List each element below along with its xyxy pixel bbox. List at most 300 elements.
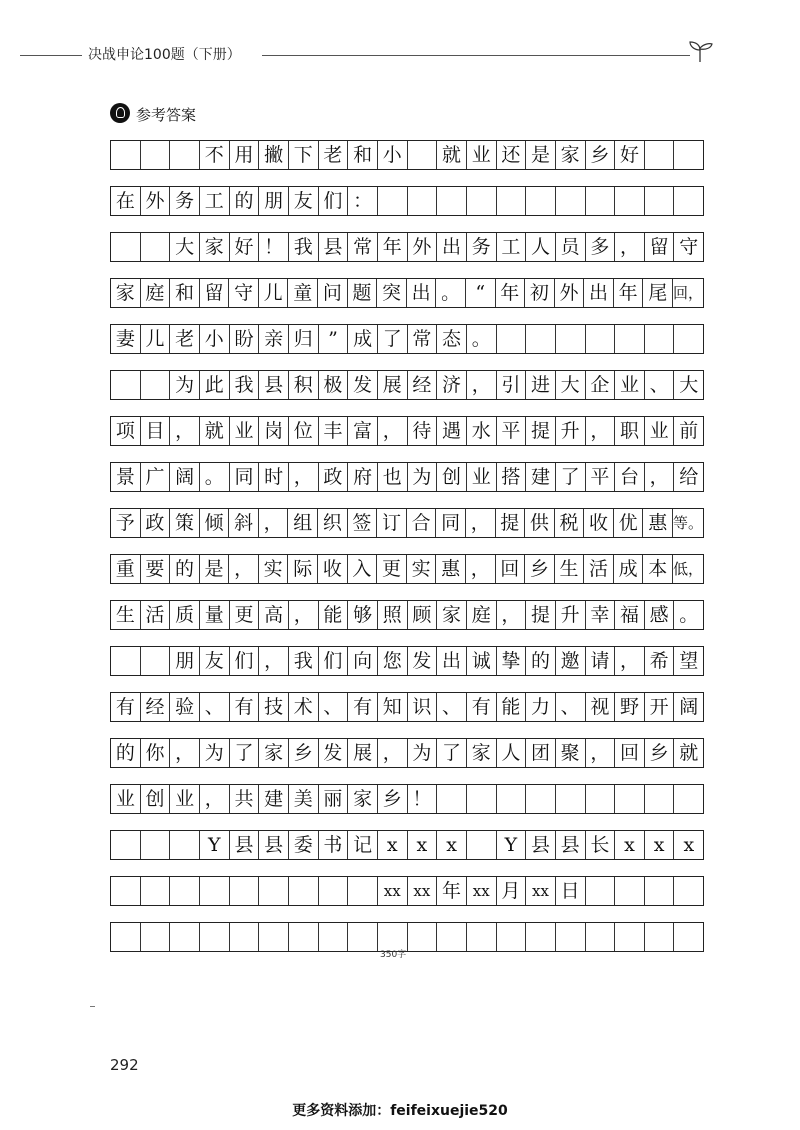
grid-row [110,232,704,262]
grid-cell: 本 [643,555,673,583]
grid-cell: 工 [497,233,527,261]
grid-cell [615,923,645,951]
grid-cell [615,877,645,905]
grid-cell [348,877,378,905]
grid-cell: 策 [170,509,200,537]
grid-cell: 希 [645,647,675,675]
grid-cell: 广 [141,463,171,491]
grid-cell: ” [319,325,349,353]
grid-cell: xx [408,877,438,905]
grid-cell: 为 [408,739,438,767]
grid-cell: 业 [230,417,260,445]
grid-cell: x [378,831,408,859]
grid-cell: x [683,833,695,856]
grid-cell: 发 [319,739,349,767]
grid-cell: ， [229,555,259,583]
grid-cell [467,187,497,215]
grid-cell [141,233,171,261]
word-count: 350字 [380,950,407,960]
grid-cell: 工 [200,187,230,215]
grid-cell: 术 [289,693,319,721]
grid-cell: 阔 [679,695,699,718]
grid-cell: 展 [348,739,378,767]
grid-cell: 家 [467,739,497,767]
grid-cell: 照 [378,601,408,629]
grid-row [110,600,704,630]
grid-cell: “ [466,279,496,307]
grid-cell: 家 [348,785,378,813]
grid-cell: 前 [679,419,699,442]
grid-cell: 庭 [467,601,497,629]
grid-cell: 常 [348,233,378,261]
grid-cell [141,923,171,951]
grid-cell [437,923,467,951]
grid-cell [141,877,171,905]
grid-cell: 生 [111,601,141,629]
grid-cell [586,325,616,353]
grid-cell: 了 [230,739,260,767]
grid-cell: 订 [377,509,407,537]
grid-cell [111,923,141,951]
grid-cell: 年 [496,279,526,307]
grid-cell: 挚 [497,647,527,675]
grid-cell [111,831,141,859]
grid-cell: 邀 [556,647,586,675]
grid-cell: 年 [378,233,408,261]
grid-cell: 望 [679,649,699,672]
grid-cell [141,371,171,399]
grid-cell [200,923,230,951]
grid-cell: 人 [526,233,556,261]
grid-cell: 好 [230,233,260,261]
grid-cell: 的 [170,555,200,583]
grid-cell: 景 [111,463,141,491]
grid-cell [674,923,703,951]
grid-cell: 书 [319,831,349,859]
grid-cell: 小 [200,325,230,353]
grid-cell: 水 [467,417,497,445]
grid-cell: 回 [615,739,645,767]
grid-cell: 丰 [319,417,349,445]
grid-cell: 用 [230,141,260,169]
grid-cell [348,923,378,951]
grid-cell: 亲 [259,325,289,353]
grid-cell [111,233,141,261]
grid-cell: 县 [319,233,349,261]
grid-cell: 业 [615,371,645,399]
grid-cell: 还 [497,141,527,169]
grid-cell: 政 [141,509,171,537]
grid-cell [467,923,497,951]
grid-cell [111,141,141,169]
grid-cell: 了 [378,325,408,353]
grid-cell: 团 [526,739,556,767]
grid-cell: 组 [288,509,318,537]
grid-row [110,830,704,860]
grid-cell: 为 [408,463,438,491]
grid-cell: 予 [111,509,141,537]
grid-cell: 极 [319,371,349,399]
grid-cell: 年 [437,877,467,905]
grid-row [110,370,704,400]
grid-cell: 同 [436,509,466,537]
grid-cell: 遇 [437,417,467,445]
grid-cell: 等。 [672,513,703,532]
grid-cell: 出 [584,279,614,307]
grid-cell: 顾 [408,601,438,629]
grid-cell: ， [289,463,319,491]
grid-cell: ， [466,509,496,537]
grid-cell [556,785,586,813]
grid-cell [586,923,616,951]
grid-cell: 有 [348,693,378,721]
grid-cell: 们 [319,647,349,675]
grid-cell: 建 [259,785,289,813]
grid-cell: 大 [170,233,200,261]
grid-cell: 小 [378,141,408,169]
grid-cell: ， [259,509,289,537]
grid-cell [170,923,200,951]
grid-cell: 不 [200,141,230,169]
grid-cell [674,325,703,353]
grid-cell: 美 [289,785,319,813]
grid-cell: 家 [111,279,141,307]
book-title: 决战申论100题（下册） [88,47,241,63]
grid-row [110,646,704,676]
grid-cell: 朋 [259,187,289,215]
margin-mark [90,1006,95,1007]
grid-row [110,554,704,584]
grid-cell [408,141,438,169]
grid-cell: 业 [645,417,675,445]
grid-cell: Y [200,831,230,859]
grid-cell: ， [615,233,645,261]
grid-cell: 目 [141,417,171,445]
grid-cell: 初 [525,279,555,307]
grid-cell: 年 [614,279,644,307]
grid-cell: ！ [259,233,289,261]
grid-cell: ： [348,187,378,215]
grid-cell: 知 [378,693,408,721]
grid-cell: 留 [200,279,230,307]
grid-cell: 待 [408,417,438,445]
grid-cell: 留 [645,233,675,261]
grid-cell: 质 [170,601,200,629]
grid-cell [645,187,675,215]
grid-cell: 委 [289,831,319,859]
grid-cell [645,785,675,813]
grid-cell: 回， [672,283,703,302]
grid-cell: 、 [556,693,586,721]
grid-cell: 老 [170,325,200,353]
header-rule-right [262,55,690,56]
grid-cell: 员 [556,233,586,261]
grid-cell: 感 [645,601,675,629]
grid-cell: Y [497,831,527,859]
grid-cell: 。 [200,463,230,491]
grid-cell [141,647,171,675]
grid-cell: 归 [289,325,319,353]
grid-row [110,462,704,492]
grid-cell: 收 [584,509,614,537]
grid-cell: 人 [497,739,527,767]
grid-cell: 为 [170,371,200,399]
grid-cell: 们 [230,647,260,675]
grid-cell: 请 [586,647,616,675]
grid-cell: 位 [289,417,319,445]
grid-cell: 长 [586,831,616,859]
grid-cell: 够 [348,601,378,629]
grid-cell: xx [378,877,408,905]
grid-cell: 妻 [111,325,141,353]
grid-cell: 常 [408,325,438,353]
grid-cell: 量 [200,601,230,629]
grid-cell: ， [467,371,497,399]
grid-cell [556,325,586,353]
grid-cell: ， [586,739,616,767]
grid-cell: 进 [526,371,556,399]
grid-cell [497,785,527,813]
grid-cell: 丽 [319,785,349,813]
grid-cell [615,187,645,215]
grid-cell [200,877,230,905]
grid-cell: 提 [496,509,526,537]
grid-cell: 有 [111,693,141,721]
grid-cell: 生 [555,555,585,583]
grid-cell: 业 [170,785,200,813]
grid-cell: 搭 [497,463,527,491]
grid-cell: 惠 [436,555,466,583]
grid-cell: x [408,831,438,859]
grid-cell: x [437,831,467,859]
grid-cell: 能 [319,601,349,629]
grid-cell: 态 [437,325,467,353]
grid-cell: 和 [348,141,378,169]
grid-cell: 富 [348,417,378,445]
grid-cell: 。 [467,325,497,353]
grid-cell: 出 [437,233,467,261]
grid-cell: 们 [319,187,349,215]
grid-cell: 优 [614,509,644,537]
grid-cell: 家 [556,141,586,169]
grid-cell: 友 [200,647,230,675]
grid-cell: 大 [679,373,699,396]
grid-cell [586,877,616,905]
grid-cell: 共 [230,785,260,813]
grid-cell [497,325,527,353]
grid-cell: 、 [645,371,675,399]
grid-cell [526,187,556,215]
grid-cell: 更 [230,601,260,629]
grid-cell: 朋 [170,647,200,675]
grid-cell: 展 [378,371,408,399]
grid-cell: 了 [437,739,467,767]
grid-row [110,508,704,538]
grid-cell: 平 [497,417,527,445]
grid-cell: 庭 [141,279,171,307]
grid-cell: 倾 [200,509,230,537]
grid-cell: 县 [556,831,586,859]
grid-cell: 更 [377,555,407,583]
grid-cell [437,785,467,813]
grid-cell: 重 [111,555,141,583]
grid-cell [319,923,349,951]
grid-cell: 经 [141,693,171,721]
grid-cell: 、 [437,693,467,721]
grid-cell [645,141,675,169]
grid-cell: 大 [556,371,586,399]
grid-cell [141,831,171,859]
grid-cell: 能 [497,693,527,721]
grid-cell: 业 [111,785,141,813]
grid-cell: 就 [679,741,699,764]
grid-cell [378,187,408,215]
grid-cell: 外 [555,279,585,307]
grid-cell [259,877,289,905]
grid-cell: 家 [437,601,467,629]
grid-cell [408,923,438,951]
grid-cell: 政 [319,463,349,491]
grid-cell: 下 [289,141,319,169]
grid-cell: 经 [408,371,438,399]
grid-cell: 税 [555,509,585,537]
grid-cell: 的 [111,739,141,767]
grid-cell: ， [170,417,200,445]
grid-cell: 回 [496,555,526,583]
grid-cell: 实 [259,555,289,583]
grid-cell: 阔 [170,463,200,491]
grid-cell: 儿 [141,325,171,353]
lightbulb-icon [110,103,130,123]
grid-cell: 发 [408,647,438,675]
grid-cell: 活 [584,555,614,583]
grid-cell: 斜 [229,509,259,537]
grid-cell [289,877,319,905]
grid-cell: ， [378,739,408,767]
grid-cell: ， [289,601,319,629]
grid-cell [674,785,703,813]
grid-cell [230,923,260,951]
grid-cell: 乡 [378,785,408,813]
grid-cell: 有 [467,693,497,721]
grid-cell: 也 [378,463,408,491]
grid-cell [586,785,616,813]
grid-row [110,922,704,952]
grid-cell: ， [378,417,408,445]
grid-cell: xx [467,877,497,905]
grid-cell: 就 [200,417,230,445]
grid-cell: 创 [141,785,171,813]
grid-cell: 在 [111,187,141,215]
grid-cell: 童 [288,279,318,307]
grid-cell [645,325,675,353]
grid-cell: 活 [141,601,171,629]
grid-cell: 聚 [556,739,586,767]
grid-cell [556,923,586,951]
grid-cell: ， [586,417,616,445]
grid-cell: 平 [586,463,616,491]
grid-cell: 际 [288,555,318,583]
grid-cell: 您 [378,647,408,675]
grid-cell: 台 [615,463,645,491]
grid-cell [467,831,497,859]
footer-note: 更多资料添加：feifeixuejie520 [292,1103,508,1119]
grid-cell: 外 [141,187,171,215]
grid-cell: 就 [437,141,467,169]
grid-cell: 盼 [230,325,260,353]
grid-cell: 提 [526,601,556,629]
grid-row [110,784,704,814]
grid-cell: 业 [467,463,497,491]
grid-cell: 有 [230,693,260,721]
grid-cell: 记 [348,831,378,859]
sprout-icon [684,38,716,64]
grid-cell: 同 [230,463,260,491]
grid-cell: 家 [200,233,230,261]
grid-cell: 济 [437,371,467,399]
grid-cell: 成 [614,555,644,583]
grid-cell: 业 [467,141,497,169]
grid-cell [467,785,497,813]
grid-cell: 升 [556,417,586,445]
grid-cell: 时 [259,463,289,491]
grid-cell: 职 [615,417,645,445]
grid-cell: 题 [348,279,378,307]
grid-cell [111,647,141,675]
grid-cell: 了 [556,463,586,491]
grid-cell [674,187,703,215]
grid-cell: 开 [645,693,675,721]
grid-cell: 供 [525,509,555,537]
grid-cell [615,785,645,813]
grid-cell [289,923,319,951]
grid-cell: 儿 [259,279,289,307]
grid-cell [556,187,586,215]
grid-cell: 低， [672,559,703,578]
grid-cell: 视 [586,693,616,721]
grid-cell [497,923,527,951]
grid-cell: 乡 [525,555,555,583]
grid-cell: 成 [348,325,378,353]
grid-cell: 入 [348,555,378,583]
grid-cell: 创 [437,463,467,491]
grid-cell: 撇 [259,141,289,169]
grid-cell: 出 [407,279,437,307]
header-rule-left [20,55,82,56]
grid-cell [141,141,171,169]
grid-cell [319,877,349,905]
grid-cell: 野 [615,693,645,721]
grid-cell: x [615,831,645,859]
grid-cell: 引 [497,371,527,399]
grid-cell [259,923,289,951]
grid-row [110,186,704,216]
grid-cell: 府 [348,463,378,491]
grid-row [110,692,704,722]
grid-cell [497,187,527,215]
grid-cell: 多 [586,233,616,261]
grid-row [110,416,704,446]
grid-row [110,324,704,354]
grid-cell: 技 [259,693,289,721]
grid-cell: 和 [170,279,200,307]
grid-cell [170,831,200,859]
grid-cell: 外 [408,233,438,261]
grid-cell: 惠 [643,509,673,537]
grid-cell [437,187,467,215]
grid-cell [615,325,645,353]
grid-cell: 问 [318,279,348,307]
